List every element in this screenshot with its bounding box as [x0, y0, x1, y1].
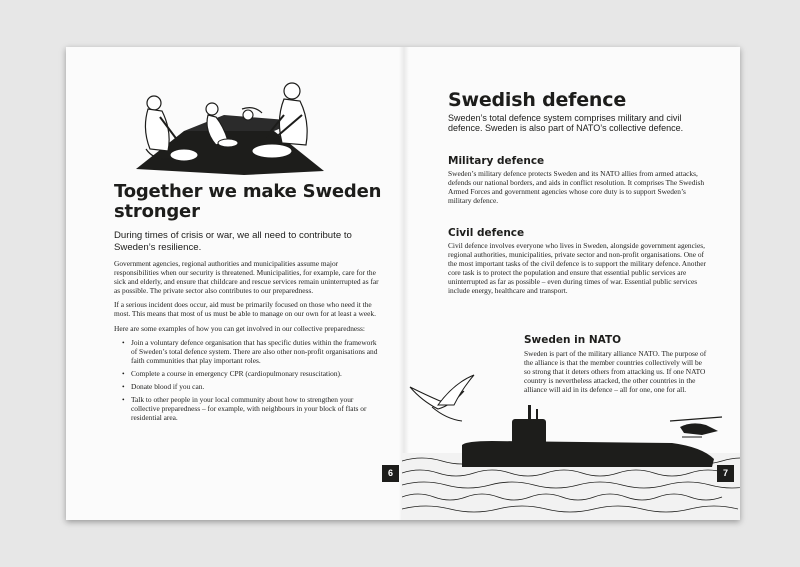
list-item: • Complete a course in emergency CPR (cardiopulmonary resuscitation). [122, 368, 342, 378]
nato-text: Sweden is part of the military alliance NATO. The purpose of the alliance is that the member countries collectively will be so strong that it deters others from attacking us. If one NATO country is nevertheless attacked, the other countries in the alliance will aid in its defence – all for one, one for all. [524, 349, 707, 395]
page-number-left: 6 [382, 465, 399, 482]
left-page-title: Together we make Sweden stronger [114, 181, 382, 222]
civil-defence-text: Civil defence involves everyone who lives in Sweden, alongside government agencies, regional authorities, municipalities, private sector and non-profit organisations. One of the most important tasks of the civil defence is to support the military defence. Another core task is to protect the population and ensure that essential public services are uninterrupted as far as possible – even during times of war. Essential public services include energy, healthcare and transport. [448, 241, 706, 296]
left-paragraph-2: If a serious incident does occur, aid must be primarily focused on those who need it the most. This means that most of us must be able to manage on our own for at least a week. [114, 300, 376, 319]
left-lead-text: During times of crisis or war, we all need to contribute to Sweden’s resilience. [114, 230, 352, 253]
list-item: • Talk to other people in your local community about how to strengthen your collective preparedness – for example, with neighbours in your block of flats or residential area. [122, 395, 367, 423]
bullet-icon: • [122, 395, 125, 405]
left-paragraph-3: Here are some examples of how you can get involved in our collective preparedness: [114, 323, 365, 333]
left-paragraph-1: Government agencies, regional authorities and municipalities assume major responsibilities when our security is threatened. Municipalities, for example, care for the sick and elderly, and ensure that childcare and rescue services remain uninterrupted as far as possible. The private sector also contributes to our preparedness. [114, 259, 379, 296]
right-lead-text: Sweden’s total defence system comprises military and civil defence. Sweden is also part of NATO’s collective defence. [448, 113, 684, 133]
left-body [114, 259, 382, 426]
nato-heading: Sweden in NATO [524, 334, 622, 346]
bullet-icon: • [122, 382, 125, 392]
bullet-icon: • [122, 368, 125, 378]
civil-defence-heading: Civil defence [448, 227, 525, 239]
involvement-bullet-list [122, 338, 382, 423]
cpr-training-illustration [124, 71, 334, 181]
right-page-title: Swedish defence [448, 89, 627, 111]
list-item: • Donate blood if you can. [122, 382, 205, 392]
bullet-icon: • [122, 337, 125, 347]
page-number-right: 7 [717, 465, 734, 482]
booklet-spread [66, 47, 740, 520]
list-item: • Join a voluntary defence organisation that has specific duties within the framework of Sweden’s total defence system. There are also other non-profit organisations and faith communities that play important roles. [122, 337, 378, 365]
military-defence-heading: Military defence [448, 155, 545, 167]
military-defence-text: Sweden’s military defence protects Sweden and its NATO allies from armed attacks, defends our national borders, and aids in conflict resolution. It comprises The Swedish Armed Forces and government agencies whose core duty is to support Sweden’s military defence. [448, 169, 705, 206]
